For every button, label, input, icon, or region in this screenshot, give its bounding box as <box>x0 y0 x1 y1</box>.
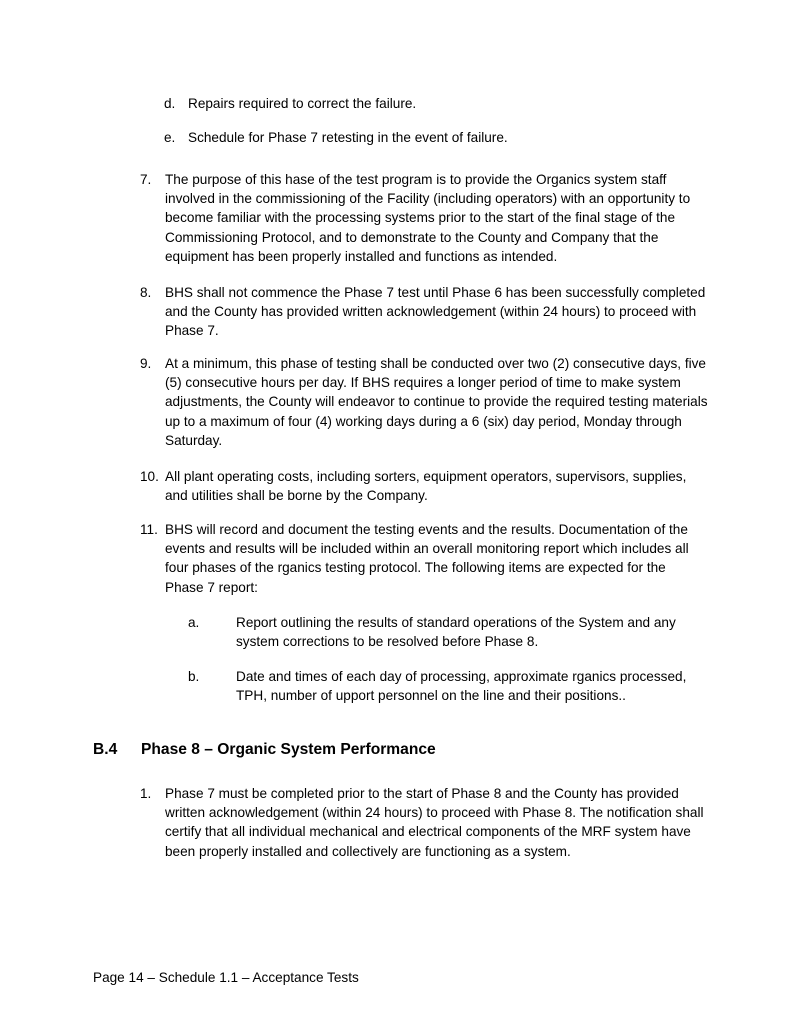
list-item-text: At a minimum, this phase of testing shall be conducted over two (2) consecutive days, five (5) consecutive hours per day. If BHS requires a longer period of time to make system adjustments, the County will endeavor to continue to provide the required testing materials up to a maximum of four (4) working days during a 6 (six) day period, Monday through Saturday. <box>165 356 708 448</box>
list-item-text: Phase 7 must be completed prior to the start of Phase 8 and the County has provided written acknowledgement (within 24 hours) to proceed with Phase 8. The notification shall certify that all individual mechanical and electrical components of the MRF system have been properly installed and collectively are functioning as a system. <box>165 786 704 859</box>
numbered-item-8 <box>140 283 708 341</box>
list-item-d <box>164 94 724 113</box>
list-marker: a. <box>188 615 200 630</box>
page-footer: Page 14 – Schedule 1.1 – Acceptance Tests <box>93 970 359 985</box>
list-marker: 1. <box>140 786 152 801</box>
list-item-text: Schedule for Phase 7 retesting in the event of failure. <box>188 130 508 145</box>
numbered-item-11 <box>140 520 708 597</box>
report-item-a <box>188 613 708 651</box>
list-marker: 8. <box>140 285 152 300</box>
list-marker: b. <box>188 669 200 684</box>
list-marker: 9. <box>140 356 152 371</box>
list-marker: 10. <box>140 469 159 484</box>
list-marker: e. <box>164 130 176 145</box>
list-item-e <box>164 128 724 147</box>
list-item-text: BHS shall not commence the Phase 7 test until Phase 6 has been successfully completed and the County has provided written acknowledgement (within 24 hours) to proceed with Phase 7. <box>165 285 706 339</box>
list-marker: 7. <box>140 172 152 187</box>
section-number: B.4 <box>93 741 118 758</box>
list-item-text: BHS will record and document the testing events and the results. Documentation of the events and results will be included within an overall monitoring report which includes all four phases of the rganics testing protocol. The following items are expected for the Phase 7 report: <box>165 522 689 595</box>
section-b4-item-1 <box>140 784 708 861</box>
list-item-text: The purpose of this hase of the test program is to provide the Organics system staff involved in the commissioning of the Facility (including operators) with an opportunity to become familiar with the processing systems prior to the start of the final stage of the Commissioning Protocol, and to demonstrate to the County and Company that the equipment has been properly installed and functions as intended. <box>165 172 691 264</box>
numbered-item-10 <box>140 467 708 505</box>
list-item-text: Report outlining the results of standard operations of the System and any system corrections to be resolved before Phase 8. <box>236 615 676 650</box>
list-marker: 11. <box>140 522 158 537</box>
report-item-b <box>188 667 708 705</box>
list-item-text: All plant operating costs, including sorters, equipment operators, supervisors, supplies, and utilities shall be borne by the Company. <box>165 469 687 504</box>
numbered-item-7 <box>140 170 708 266</box>
list-item-text: Date and times of each day of processing, approximate rganics processed, TPH, number of upport personnel on the line and their positions.. <box>236 669 687 704</box>
section-title: Phase 8 – Organic System Performance <box>141 741 436 758</box>
list-item-text: Repairs required to correct the failure. <box>188 96 417 111</box>
list-marker: d. <box>164 96 176 111</box>
numbered-item-9 <box>140 354 708 450</box>
